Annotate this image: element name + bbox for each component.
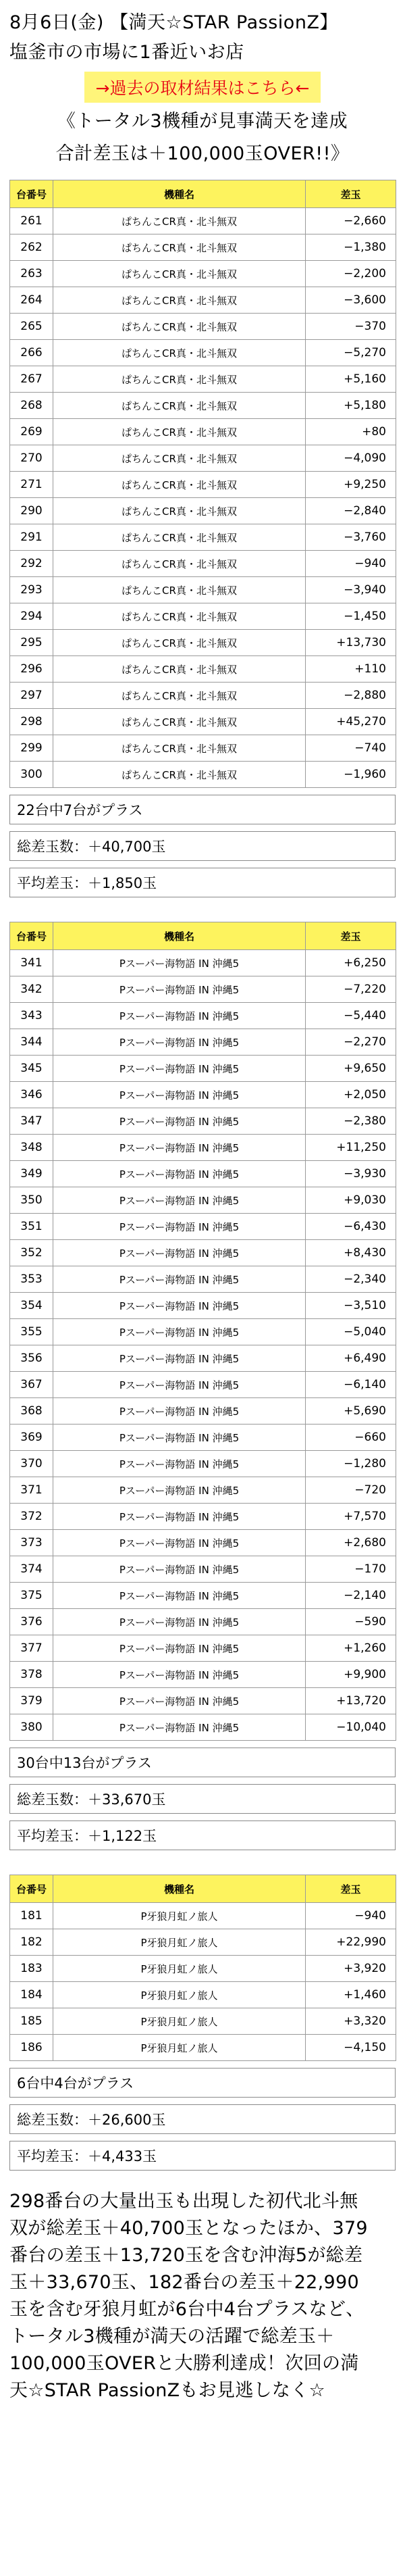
cell-machine-name: ぱちんこCR真・北斗無双 <box>53 524 306 551</box>
cell-machine-number: 353 <box>10 1266 53 1293</box>
summary-average-diff: 平均差玉：＋1,122玉 <box>9 1820 396 1850</box>
table-row <box>10 1293 396 1319</box>
closing-line: 100,000玉OVERと大勝利達成！次回の満 <box>9 2353 359 2374</box>
cell-machine-name: P牙狼月虹ノ旅人 <box>53 1982 306 2008</box>
table-row <box>10 950 396 976</box>
cell-machine-name: ぱちんこCR真・北斗無双 <box>53 709 306 735</box>
cell-machine-number: 295 <box>10 630 53 656</box>
cell-machine-name: ぱちんこCR真・北斗無双 <box>53 603 306 630</box>
cell-machine-number: 183 <box>10 1956 53 1982</box>
summary-plus-count: 30台中13台がプラス <box>9 1748 396 1777</box>
cell-machine-number: 262 <box>10 234 53 261</box>
table-header-row <box>10 1875 396 1903</box>
cell-diff: +9,900 <box>306 1662 396 1688</box>
cell-machine-name: P牙狼月虹ノ旅人 <box>53 1929 306 1956</box>
cell-machine-number: 293 <box>10 577 53 603</box>
cell-machine-name: Pスーパー海物語 IN 沖縄5 <box>53 1214 306 1240</box>
closing-line: 天☆STAR PassionZもお見逃しなく☆ <box>9 2380 326 2401</box>
cell-machine-name: ぱちんこCR真・北斗無双 <box>53 683 306 709</box>
cell-diff: +2,680 <box>306 1530 396 1556</box>
cell-diff: +6,490 <box>306 1345 396 1372</box>
cell-machine-name: Pスーパー海物語 IN 沖縄5 <box>53 1161 306 1187</box>
past-results-link[interactable] <box>84 72 321 103</box>
cell-machine-number: 374 <box>10 1556 53 1583</box>
table-row <box>10 1929 396 1956</box>
cell-diff: −6,140 <box>306 1372 396 1398</box>
cell-machine-name: ぱちんこCR真・北斗無双 <box>53 287 306 314</box>
cell-machine-name: Pスーパー海物語 IN 沖縄5 <box>53 1029 306 1056</box>
cell-diff: +5,160 <box>306 366 396 393</box>
table-row <box>10 656 396 683</box>
table-row <box>10 1714 396 1741</box>
summary-plus-count: 6台中4台がプラス <box>9 2068 396 2098</box>
cell-machine-name: Pスーパー海物語 IN 沖縄5 <box>53 1056 306 1082</box>
table-row <box>10 1504 396 1530</box>
cell-machine-number: 270 <box>10 445 53 472</box>
headline-line-2: 合計差玉は＋100,000玉OVER!!》 <box>55 143 350 164</box>
table-row <box>10 1903 396 1929</box>
results-table-umi <box>9 922 396 1741</box>
cell-machine-name: Pスーパー海物語 IN 沖縄5 <box>53 1583 306 1609</box>
cell-machine-name: Pスーパー海物語 IN 沖縄5 <box>53 1609 306 1635</box>
cell-machine-name: ぱちんこCR真・北斗無双 <box>53 261 306 287</box>
cell-diff: +110 <box>306 656 396 683</box>
cell-machine-name: ぱちんこCR真・北斗無双 <box>53 314 306 340</box>
cell-machine-name: ぱちんこCR真・北斗無双 <box>53 630 306 656</box>
cell-machine-name: ぱちんこCR真・北斗無双 <box>53 340 306 366</box>
summary-total-diff: 総差玉数：＋40,700玉 <box>9 831 396 861</box>
column-header-machine: 機種名 <box>53 180 306 208</box>
table-row <box>10 1319 396 1345</box>
cell-machine-number: 356 <box>10 1345 53 1372</box>
cell-diff: −6,430 <box>306 1214 396 1240</box>
cell-machine-name: Pスーパー海物語 IN 沖縄5 <box>53 1714 306 1741</box>
cell-diff: −1,450 <box>306 603 396 630</box>
cell-machine-name: Pスーパー海物語 IN 沖縄5 <box>53 1266 306 1293</box>
table-row <box>10 577 396 603</box>
cell-diff: −370 <box>306 314 396 340</box>
cell-machine-name: Pスーパー海物語 IN 沖縄5 <box>53 1293 306 1319</box>
cell-machine-number: 299 <box>10 735 53 762</box>
cell-machine-name: Pスーパー海物語 IN 沖縄5 <box>53 1345 306 1372</box>
cell-diff: −3,940 <box>306 577 396 603</box>
cell-machine-name: Pスーパー海物語 IN 沖縄5 <box>53 1187 306 1214</box>
summary-total-diff: 総差玉数：＋26,600玉 <box>9 2104 396 2134</box>
cell-machine-number: 376 <box>10 1609 53 1635</box>
table-row <box>10 472 396 498</box>
cell-diff: +80 <box>306 419 396 445</box>
table-row <box>10 1161 396 1187</box>
cell-machine-number: 269 <box>10 419 53 445</box>
cell-machine-number: 300 <box>10 762 53 788</box>
cell-machine-name: Pスーパー海物語 IN 沖縄5 <box>53 1477 306 1504</box>
cell-machine-number: 181 <box>10 1903 53 1929</box>
cell-machine-name: ぱちんこCR真・北斗無双 <box>53 208 306 234</box>
cell-diff: −3,510 <box>306 1293 396 1319</box>
cell-diff: +13,720 <box>306 1688 396 1714</box>
store-subtitle: 塩釜市の市場に1番近いお店 <box>9 42 244 63</box>
column-header-diff: 差玉 <box>306 922 396 950</box>
table-row <box>10 1477 396 1504</box>
cell-machine-number: 296 <box>10 656 53 683</box>
closing-line: トータル3機種が満天の活躍で総差玉＋ <box>9 2326 335 2347</box>
cell-machine-number: 294 <box>10 603 53 630</box>
table-row <box>10 1214 396 1240</box>
cell-machine-name: ぱちんこCR真・北斗無双 <box>53 472 306 498</box>
cell-machine-name: Pスーパー海物語 IN 沖縄5 <box>53 1240 306 1266</box>
cell-machine-number: 263 <box>10 261 53 287</box>
cell-machine-name: ぱちんこCR真・北斗無双 <box>53 762 306 788</box>
cell-machine-name: Pスーパー海物語 IN 沖縄5 <box>53 1451 306 1477</box>
cell-machine-number: 298 <box>10 709 53 735</box>
column-header-no: 台番号 <box>10 180 53 208</box>
cell-machine-number: 369 <box>10 1425 53 1451</box>
cell-machine-number: 371 <box>10 1477 53 1504</box>
cell-machine-number: 342 <box>10 976 53 1003</box>
cell-diff: −2,270 <box>306 1029 396 1056</box>
table-row <box>10 735 396 762</box>
cell-diff: −2,660 <box>306 208 396 234</box>
cell-machine-number: 292 <box>10 551 53 577</box>
cell-diff: +5,690 <box>306 1398 396 1425</box>
cell-machine-number: 370 <box>10 1451 53 1477</box>
cell-diff: −4,090 <box>306 445 396 472</box>
summary-plus-count: 22台中7台がプラス <box>9 795 396 824</box>
cell-machine-name: Pスーパー海物語 IN 沖縄5 <box>53 1662 306 1688</box>
cell-machine-number: 345 <box>10 1056 53 1082</box>
column-header-no: 台番号 <box>10 1875 53 1903</box>
cell-machine-number: 341 <box>10 950 53 976</box>
table-row <box>10 1187 396 1214</box>
cell-machine-number: 264 <box>10 287 53 314</box>
column-header-diff: 差玉 <box>306 180 396 208</box>
table-row <box>10 419 396 445</box>
column-header-machine: 機種名 <box>53 1875 306 1903</box>
cell-machine-number: 261 <box>10 208 53 234</box>
table-row <box>10 1425 396 1451</box>
table-row <box>10 976 396 1003</box>
cell-machine-name: ぱちんこCR真・北斗無双 <box>53 498 306 524</box>
cell-machine-name: Pスーパー海物語 IN 沖縄5 <box>53 1425 306 1451</box>
cell-diff: −7,220 <box>306 976 396 1003</box>
cell-diff: −2,880 <box>306 683 396 709</box>
cell-machine-name: ぱちんこCR真・北斗無双 <box>53 577 306 603</box>
table-row <box>10 603 396 630</box>
table-row <box>10 630 396 656</box>
table-row <box>10 683 396 709</box>
table-row <box>10 208 396 234</box>
cell-diff: +3,320 <box>306 2008 396 2035</box>
cell-machine-name: ぱちんこCR真・北斗無双 <box>53 735 306 762</box>
cell-machine-number: 343 <box>10 1003 53 1029</box>
cell-machine-name: P牙狼月虹ノ旅人 <box>53 2008 306 2035</box>
cell-machine-number: 266 <box>10 340 53 366</box>
cell-diff: +7,570 <box>306 1504 396 1530</box>
table-row <box>10 2008 396 2035</box>
closing-line: 双が総差玉＋40,700玉となったほか、379 <box>9 2218 368 2239</box>
cell-machine-number: 351 <box>10 1214 53 1240</box>
cell-diff: −2,340 <box>306 1266 396 1293</box>
cell-diff: +3,920 <box>306 1956 396 1982</box>
table-row <box>10 366 396 393</box>
cell-diff: −4,150 <box>306 2035 396 2061</box>
cell-diff: +9,650 <box>306 1056 396 1082</box>
cell-machine-number: 185 <box>10 2008 53 2035</box>
cell-machine-name: Pスーパー海物語 IN 沖縄5 <box>53 1135 306 1161</box>
cell-diff: −1,380 <box>306 234 396 261</box>
table-row <box>10 340 396 366</box>
table-row <box>10 314 396 340</box>
cell-diff: +5,180 <box>306 393 396 419</box>
cell-machine-name: Pスーパー海物語 IN 沖縄5 <box>53 1372 306 1398</box>
cell-diff: +13,730 <box>306 630 396 656</box>
cell-machine-number: 291 <box>10 524 53 551</box>
table-row <box>10 551 396 577</box>
cell-machine-number: 268 <box>10 393 53 419</box>
table-row <box>10 1556 396 1583</box>
table-row <box>10 1583 396 1609</box>
closing-line: 番台の差玉＋13,720玉を含む沖海5が総差 <box>9 2245 363 2266</box>
table-row <box>10 1108 396 1135</box>
cell-machine-number: 290 <box>10 498 53 524</box>
table-row <box>10 1372 396 1398</box>
cell-machine-number: 182 <box>10 1929 53 1956</box>
past-results-link-label[interactable]: →過去の取材結果はこちら← <box>95 78 310 98</box>
cell-machine-number: 368 <box>10 1398 53 1425</box>
table-row <box>10 1056 396 1082</box>
cell-machine-name: Pスーパー海物語 IN 沖縄5 <box>53 976 306 1003</box>
cell-diff: −1,280 <box>306 1451 396 1477</box>
cell-diff: +1,460 <box>306 1982 396 2008</box>
table-row <box>10 1135 396 1161</box>
cell-machine-name: ぱちんこCR真・北斗無双 <box>53 445 306 472</box>
table-row <box>10 1530 396 1556</box>
cell-diff: −660 <box>306 1425 396 1451</box>
cell-diff: −5,040 <box>306 1319 396 1345</box>
table-row <box>10 234 396 261</box>
table-row <box>10 762 396 788</box>
cell-machine-number: 344 <box>10 1029 53 1056</box>
cell-machine-name: Pスーパー海物語 IN 沖縄5 <box>53 1530 306 1556</box>
cell-machine-name: Pスーパー海物語 IN 沖縄5 <box>53 1108 306 1135</box>
cell-machine-name: ぱちんこCR真・北斗無双 <box>53 551 306 577</box>
cell-diff: +2,050 <box>306 1082 396 1108</box>
table-row <box>10 1609 396 1635</box>
summary-total-diff: 総差玉数：＋33,670玉 <box>9 1784 396 1814</box>
table-row <box>10 1082 396 1108</box>
cell-diff: −720 <box>306 1477 396 1504</box>
table-row <box>10 2035 396 2061</box>
cell-machine-name: ぱちんこCR真・北斗無双 <box>53 419 306 445</box>
cell-diff: −3,760 <box>306 524 396 551</box>
table-row <box>10 1956 396 1982</box>
cell-machine-name: ぱちんこCR真・北斗無双 <box>53 393 306 419</box>
cell-machine-name: Pスーパー海物語 IN 沖縄5 <box>53 1082 306 1108</box>
cell-machine-name: ぱちんこCR真・北斗無双 <box>53 234 306 261</box>
cell-machine-number: 297 <box>10 683 53 709</box>
cell-diff: +22,990 <box>306 1929 396 1956</box>
cell-machine-number: 367 <box>10 1372 53 1398</box>
closing-line: 298番台の大量出玉も出現した初代北斗無 <box>9 2191 358 2212</box>
cell-diff: −10,040 <box>306 1714 396 1741</box>
cell-diff: +8,430 <box>306 1240 396 1266</box>
cell-machine-number: 352 <box>10 1240 53 1266</box>
table-row <box>10 524 396 551</box>
cell-machine-number: 184 <box>10 1982 53 2008</box>
cell-machine-number: 355 <box>10 1319 53 1345</box>
cell-machine-name: Pスーパー海物語 IN 沖縄5 <box>53 1319 306 1345</box>
cell-diff: +6,250 <box>306 950 396 976</box>
cell-machine-number: 186 <box>10 2035 53 2061</box>
table-row <box>10 1029 396 1056</box>
cell-machine-number: 347 <box>10 1108 53 1135</box>
cell-machine-number: 377 <box>10 1635 53 1662</box>
page <box>9 0 396 2404</box>
closing-line: 玉＋33,670玉、182番台の差玉＋22,990 <box>9 2272 359 2293</box>
table-row <box>10 498 396 524</box>
table-row <box>10 261 396 287</box>
cell-diff: −170 <box>306 1556 396 1583</box>
column-header-no: 台番号 <box>10 922 53 950</box>
cell-machine-name: Pスーパー海物語 IN 沖縄5 <box>53 1688 306 1714</box>
column-header-diff: 差玉 <box>306 1875 396 1903</box>
cell-diff: +9,250 <box>306 472 396 498</box>
cell-machine-number: 348 <box>10 1135 53 1161</box>
table-row <box>10 1266 396 1293</box>
cell-machine-name: P牙狼月虹ノ旅人 <box>53 1903 306 1929</box>
cell-machine-name: Pスーパー海物語 IN 沖縄5 <box>53 1635 306 1662</box>
cell-diff: −3,930 <box>306 1161 396 1187</box>
cell-diff: −5,270 <box>306 340 396 366</box>
cell-machine-number: 378 <box>10 1662 53 1688</box>
cell-diff: −740 <box>306 735 396 762</box>
results-table-hokuto <box>9 180 396 788</box>
cell-machine-number: 346 <box>10 1082 53 1108</box>
cell-machine-number: 265 <box>10 314 53 340</box>
table-row <box>10 1982 396 2008</box>
table-header-row <box>10 180 396 208</box>
cell-diff: −590 <box>306 1609 396 1635</box>
cell-machine-name: Pスーパー海物語 IN 沖縄5 <box>53 1556 306 1583</box>
cell-machine-name: Pスーパー海物語 IN 沖縄5 <box>53 1504 306 1530</box>
cell-machine-number: 271 <box>10 472 53 498</box>
table-row <box>10 1398 396 1425</box>
cell-diff: −940 <box>306 551 396 577</box>
cell-diff: +11,250 <box>306 1135 396 1161</box>
cell-machine-name: ぱちんこCR真・北斗無双 <box>53 656 306 683</box>
cell-diff: −2,200 <box>306 261 396 287</box>
summary-average-diff: 平均差玉：＋1,850玉 <box>9 868 396 897</box>
results-table-garo <box>9 1875 396 2061</box>
cell-diff: +9,030 <box>306 1187 396 1214</box>
cell-diff: −2,840 <box>306 498 396 524</box>
cell-diff: −5,440 <box>306 1003 396 1029</box>
headline-line-1: 《トータル3機種が見事満天を達成 <box>57 111 348 132</box>
table-row <box>10 1688 396 1714</box>
cell-machine-number: 267 <box>10 366 53 393</box>
cell-machine-number: 373 <box>10 1530 53 1556</box>
cell-diff: −2,380 <box>306 1108 396 1135</box>
table-row <box>10 1345 396 1372</box>
table-row <box>10 287 396 314</box>
cell-machine-name: P牙狼月虹ノ旅人 <box>53 2035 306 2061</box>
table-row <box>10 709 396 735</box>
cell-diff: +45,270 <box>306 709 396 735</box>
cell-diff: −3,600 <box>306 287 396 314</box>
cell-diff: −2,140 <box>306 1583 396 1609</box>
cell-diff: −1,960 <box>306 762 396 788</box>
cell-machine-name: Pスーパー海物語 IN 沖縄5 <box>53 1398 306 1425</box>
table-row <box>10 1240 396 1266</box>
cell-diff: −940 <box>306 1903 396 1929</box>
cell-machine-number: 354 <box>10 1293 53 1319</box>
cell-machine-name: P牙狼月虹ノ旅人 <box>53 1956 306 1982</box>
cell-machine-number: 349 <box>10 1161 53 1187</box>
cell-machine-number: 375 <box>10 1583 53 1609</box>
cell-diff: +1,260 <box>306 1635 396 1662</box>
closing-paragraph <box>9 2188 396 2404</box>
table-row <box>10 1635 396 1662</box>
table-header-row <box>10 922 396 950</box>
table-row <box>10 393 396 419</box>
cell-machine-name: ぱちんこCR真・北斗無双 <box>53 366 306 393</box>
cell-machine-name: Pスーパー海物語 IN 沖縄5 <box>53 950 306 976</box>
cell-machine-number: 350 <box>10 1187 53 1214</box>
cell-machine-number: 379 <box>10 1688 53 1714</box>
date-title: 8月6日(金) 【満天☆STAR PassionZ】 <box>9 12 338 33</box>
table-row <box>10 1003 396 1029</box>
summary-average-diff: 平均差玉：＋4,433玉 <box>9 2141 396 2171</box>
cell-machine-number: 372 <box>10 1504 53 1530</box>
table-row <box>10 1451 396 1477</box>
table-row <box>10 1662 396 1688</box>
closing-line: 玉を含む牙狼月虹が6台中4台プラスなど、 <box>9 2299 364 2320</box>
table-row <box>10 445 396 472</box>
cell-machine-name: Pスーパー海物語 IN 沖縄5 <box>53 1003 306 1029</box>
column-header-machine: 機種名 <box>53 922 306 950</box>
cell-machine-number: 380 <box>10 1714 53 1741</box>
